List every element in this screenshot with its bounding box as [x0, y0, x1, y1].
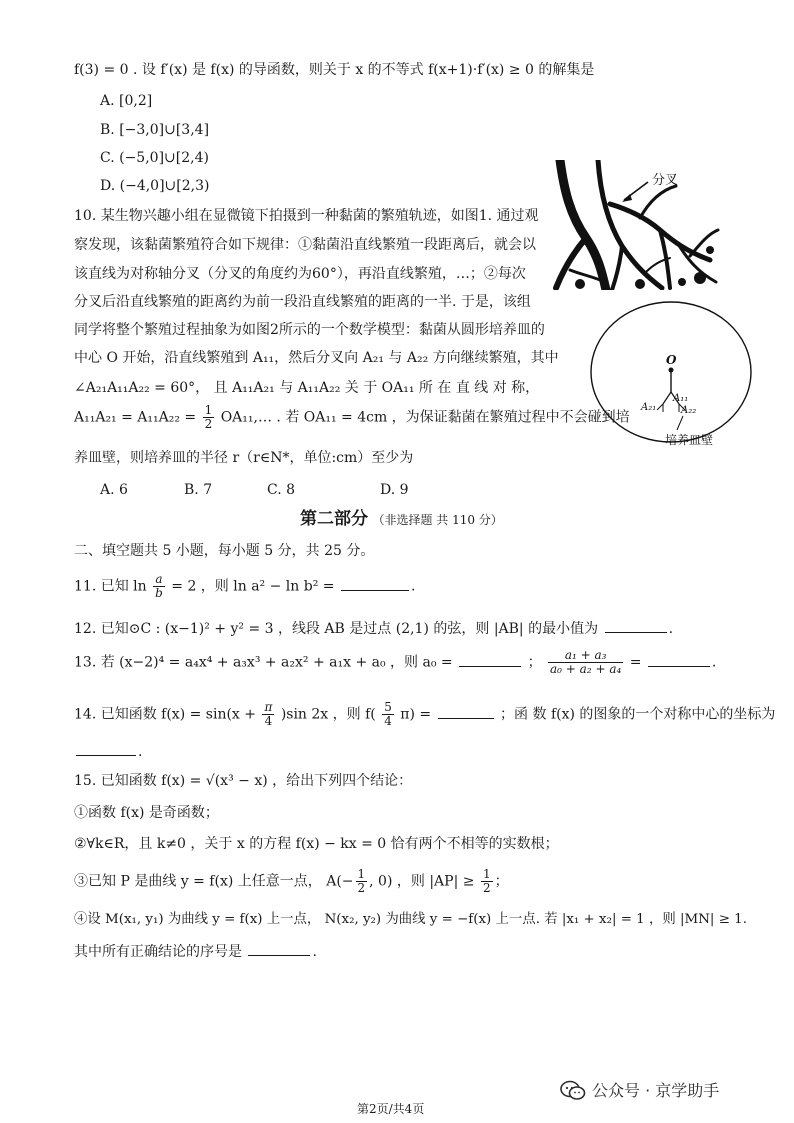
q14-second-line — [74, 742, 142, 760]
frac-num: 5 — [384, 700, 392, 714]
q14-pi-fraction — [262, 701, 274, 728]
q9-option-d: D. (−4,0]∪[2,3) — [100, 178, 210, 194]
fig2-wall-label: 培养皿壁 — [665, 433, 714, 447]
q10-line-8 — [74, 404, 630, 431]
page-footer: 第2页/共4页 — [357, 1102, 425, 1116]
q14-text-a: 14. 已知函数 f(x) = sin(x + — [74, 706, 257, 723]
figure-1-slime-mold — [550, 160, 720, 290]
q14-end: . — [138, 744, 143, 760]
frac-num: a — [153, 573, 165, 587]
q10-line-8-b: OA₁₁,… . 若 OA₁₁ = 4cm ，为保证黏菌在繁殖过程中不会碰到培 — [220, 409, 630, 426]
frac-num: 1 — [204, 403, 213, 417]
q10-option-b: B. 7 — [184, 482, 213, 498]
q14-text-b: )sin 2x ，则 f( — [280, 706, 376, 723]
q10-line-8-a: A₁₁A₂₁ = A₁₁A₂₂ = — [74, 409, 197, 426]
q13-answer-blank-2[interactable] — [648, 653, 710, 667]
q10-line-5: 同学将整个繁殖过程抽象为如图2所示的一个数学模型：黏菌从圆形培养皿的 — [74, 322, 545, 338]
q14-answer-blank-2[interactable] — [76, 742, 136, 756]
q15-c3-end: ； — [494, 873, 509, 890]
part-two-header — [300, 510, 503, 530]
question-11 — [74, 573, 415, 600]
frac-den: 2 — [482, 881, 491, 896]
q14-answer-blank-1[interactable] — [438, 705, 494, 719]
q14-text-d: ；函 数 f(x) 的图象的一个对称中心的坐标为 — [500, 706, 776, 723]
q15-final — [74, 942, 317, 960]
question-15-stem: 15. 已知函数 f(x) = √(x³ − x) ，给出下列四个结论： — [74, 773, 413, 789]
q13-text: 13. 若 (x−2)⁴ = a₄x⁴ + a₃x³ + a₂x² + a₁x + a₀ ，则 a₀ = — [74, 654, 453, 671]
fig1-label: 分叉 — [652, 173, 679, 188]
fill-in-section-intro: 二、填空题共 5 小题，每小题 5 分，共 25 分。 — [74, 543, 375, 559]
q11-end: . — [410, 578, 416, 595]
frac-den: b — [155, 586, 163, 601]
q10-line-6: 中心 O 开始，沿直线繁殖到 A₁₁，然后分叉向 A₂₁ 与 A₂₂ 方向继续繁殖，其中 — [74, 350, 559, 366]
q12-answer-blank[interactable] — [605, 619, 667, 633]
q15-c3-text-b: , 0) ，则 |AP| ≥ — [369, 873, 475, 890]
part-two-title: 第二部分 — [300, 509, 368, 529]
q13-end: . — [711, 654, 717, 671]
q15-final-text: 其中所有正确结论的序号是 — [74, 944, 242, 960]
figure-2-petri-dish — [575, 300, 765, 460]
q11-fraction — [153, 573, 165, 600]
wechat-icon — [560, 1080, 586, 1102]
q15-end: . — [312, 944, 317, 960]
fig2-label-A21: A₂₁ — [641, 402, 657, 413]
q15-answer-blank[interactable] — [248, 942, 310, 956]
q10-line-4: 分叉后沿直线繁殖的距离约为前一段沿直线繁殖的距离的一半. 于是，该组 — [74, 294, 531, 310]
fig2-label-O: O — [666, 353, 677, 367]
question-14 — [74, 701, 775, 728]
q13-equals: = — [629, 654, 642, 671]
q10-half-fraction — [203, 404, 215, 431]
frac-den: 4 — [264, 714, 273, 729]
q9-option-a: A. [0,2] — [100, 93, 153, 109]
frac-num: a₁ + a₃ — [548, 649, 623, 663]
q13-fraction — [548, 649, 623, 676]
q9-option-b: B. [−3,0]∪[3,4] — [100, 122, 210, 138]
question-13 — [74, 649, 716, 676]
frac-num: 1 — [482, 867, 491, 881]
q13-separator: ； — [527, 654, 542, 671]
frac-den: 4 — [384, 714, 392, 729]
q11-text-a: 11. 已知 ln — [74, 578, 147, 595]
q15-conclusion-2: ②∀k∈R，且 k≠0 ，关于 x 的方程 f(x) − kx = 0 恰有两个不相等的实数根； — [74, 836, 559, 852]
q10-line-7: ∠A₂₁A₁₁A₂₂ = 60°， 且 A₁₁A₂₁ 与 A₁₁A₂₂ 关 于 OA₁₁ 所 在 直 线 对 称， — [74, 380, 540, 396]
q9-option-c: C. (−5,0]∪[2,4) — [100, 150, 209, 166]
q9-stem-tail: f(3) = 0 . 设 f′(x) 是 f(x) 的导函数，则关于 x 的不等式 f(x+1)·f′(x) ≥ 0 的解集是 — [74, 62, 595, 78]
frac-den: 2 — [357, 881, 366, 896]
wechat-watermark — [560, 1080, 719, 1102]
question-12 — [74, 619, 673, 637]
q15-conclusion-3 — [74, 868, 509, 895]
part-two-subtitle: （非选择题 共 110 分） — [372, 513, 503, 527]
watermark-text: 公众号 · 京学助手 — [592, 1080, 720, 1100]
q10-line-3: 该直线为对称轴分叉（分叉的角度约为60°），再沿直线繁殖，…；②每次 — [74, 266, 526, 282]
q11-text-b: = 2 ，则 ln a² − ln b² = — [171, 578, 335, 595]
frac-num: 1 — [357, 867, 366, 881]
fig2-label-A22: A₂₂ — [681, 405, 697, 416]
frac-num: π — [264, 700, 273, 714]
frac-den: 2 — [204, 417, 213, 432]
q12-end: . — [668, 621, 674, 637]
q11-answer-blank[interactable] — [341, 577, 409, 591]
frac-den: a₀ + a₂ + a₄ — [550, 662, 622, 677]
q14-five-fourths-fraction — [382, 701, 394, 728]
q10-option-a: A. 6 — [100, 482, 128, 498]
q13-answer-blank-1[interactable] — [459, 653, 521, 667]
q10-line-9: 养皿壁，则培养皿的半径 r（r∈N*，单位:cm）至少为 — [74, 450, 414, 466]
q15-c3-fraction-a — [356, 868, 368, 895]
q10-option-c: C. 8 — [267, 482, 296, 498]
q12-text: 12. 已知⊙C : (x−1)² + y² = 3 ，线段 AB 是过点 (2,1) 的弦，则 |AB| 的最小值为 — [74, 621, 599, 637]
q15-conclusion-1: ①函数 f(x) 是奇函数； — [74, 805, 219, 821]
q14-text-c: π) = — [400, 706, 432, 723]
q10-line-1: 10. 某生物兴趣小组在显微镜下拍摄到一种黏菌的繁殖轨迹，如图1. 通过观 — [74, 208, 539, 224]
q15-c3-text-a: ③已知 P 是曲线 y = f(x) 上任意一点， A(− — [74, 873, 354, 890]
q10-option-d: D. 9 — [380, 482, 409, 498]
q10-line-2: 察发现，该黏菌繁殖符合如下规律：①黏菌沿直线繁殖一段距离后，就会以 — [74, 237, 536, 253]
fig2-label-A11: A₁₁ — [673, 393, 689, 404]
q15-conclusion-4: ④设 M(x₁, y₁) 为曲线 y = f(x) 上一点， N(x₂, y₂) 为曲线 y = −f(x) 上一点. 若 |x₁ + x₂| = 1 ，则 |MN| ≥ 1. — [74, 912, 747, 927]
q15-c3-fraction-b — [481, 868, 493, 895]
